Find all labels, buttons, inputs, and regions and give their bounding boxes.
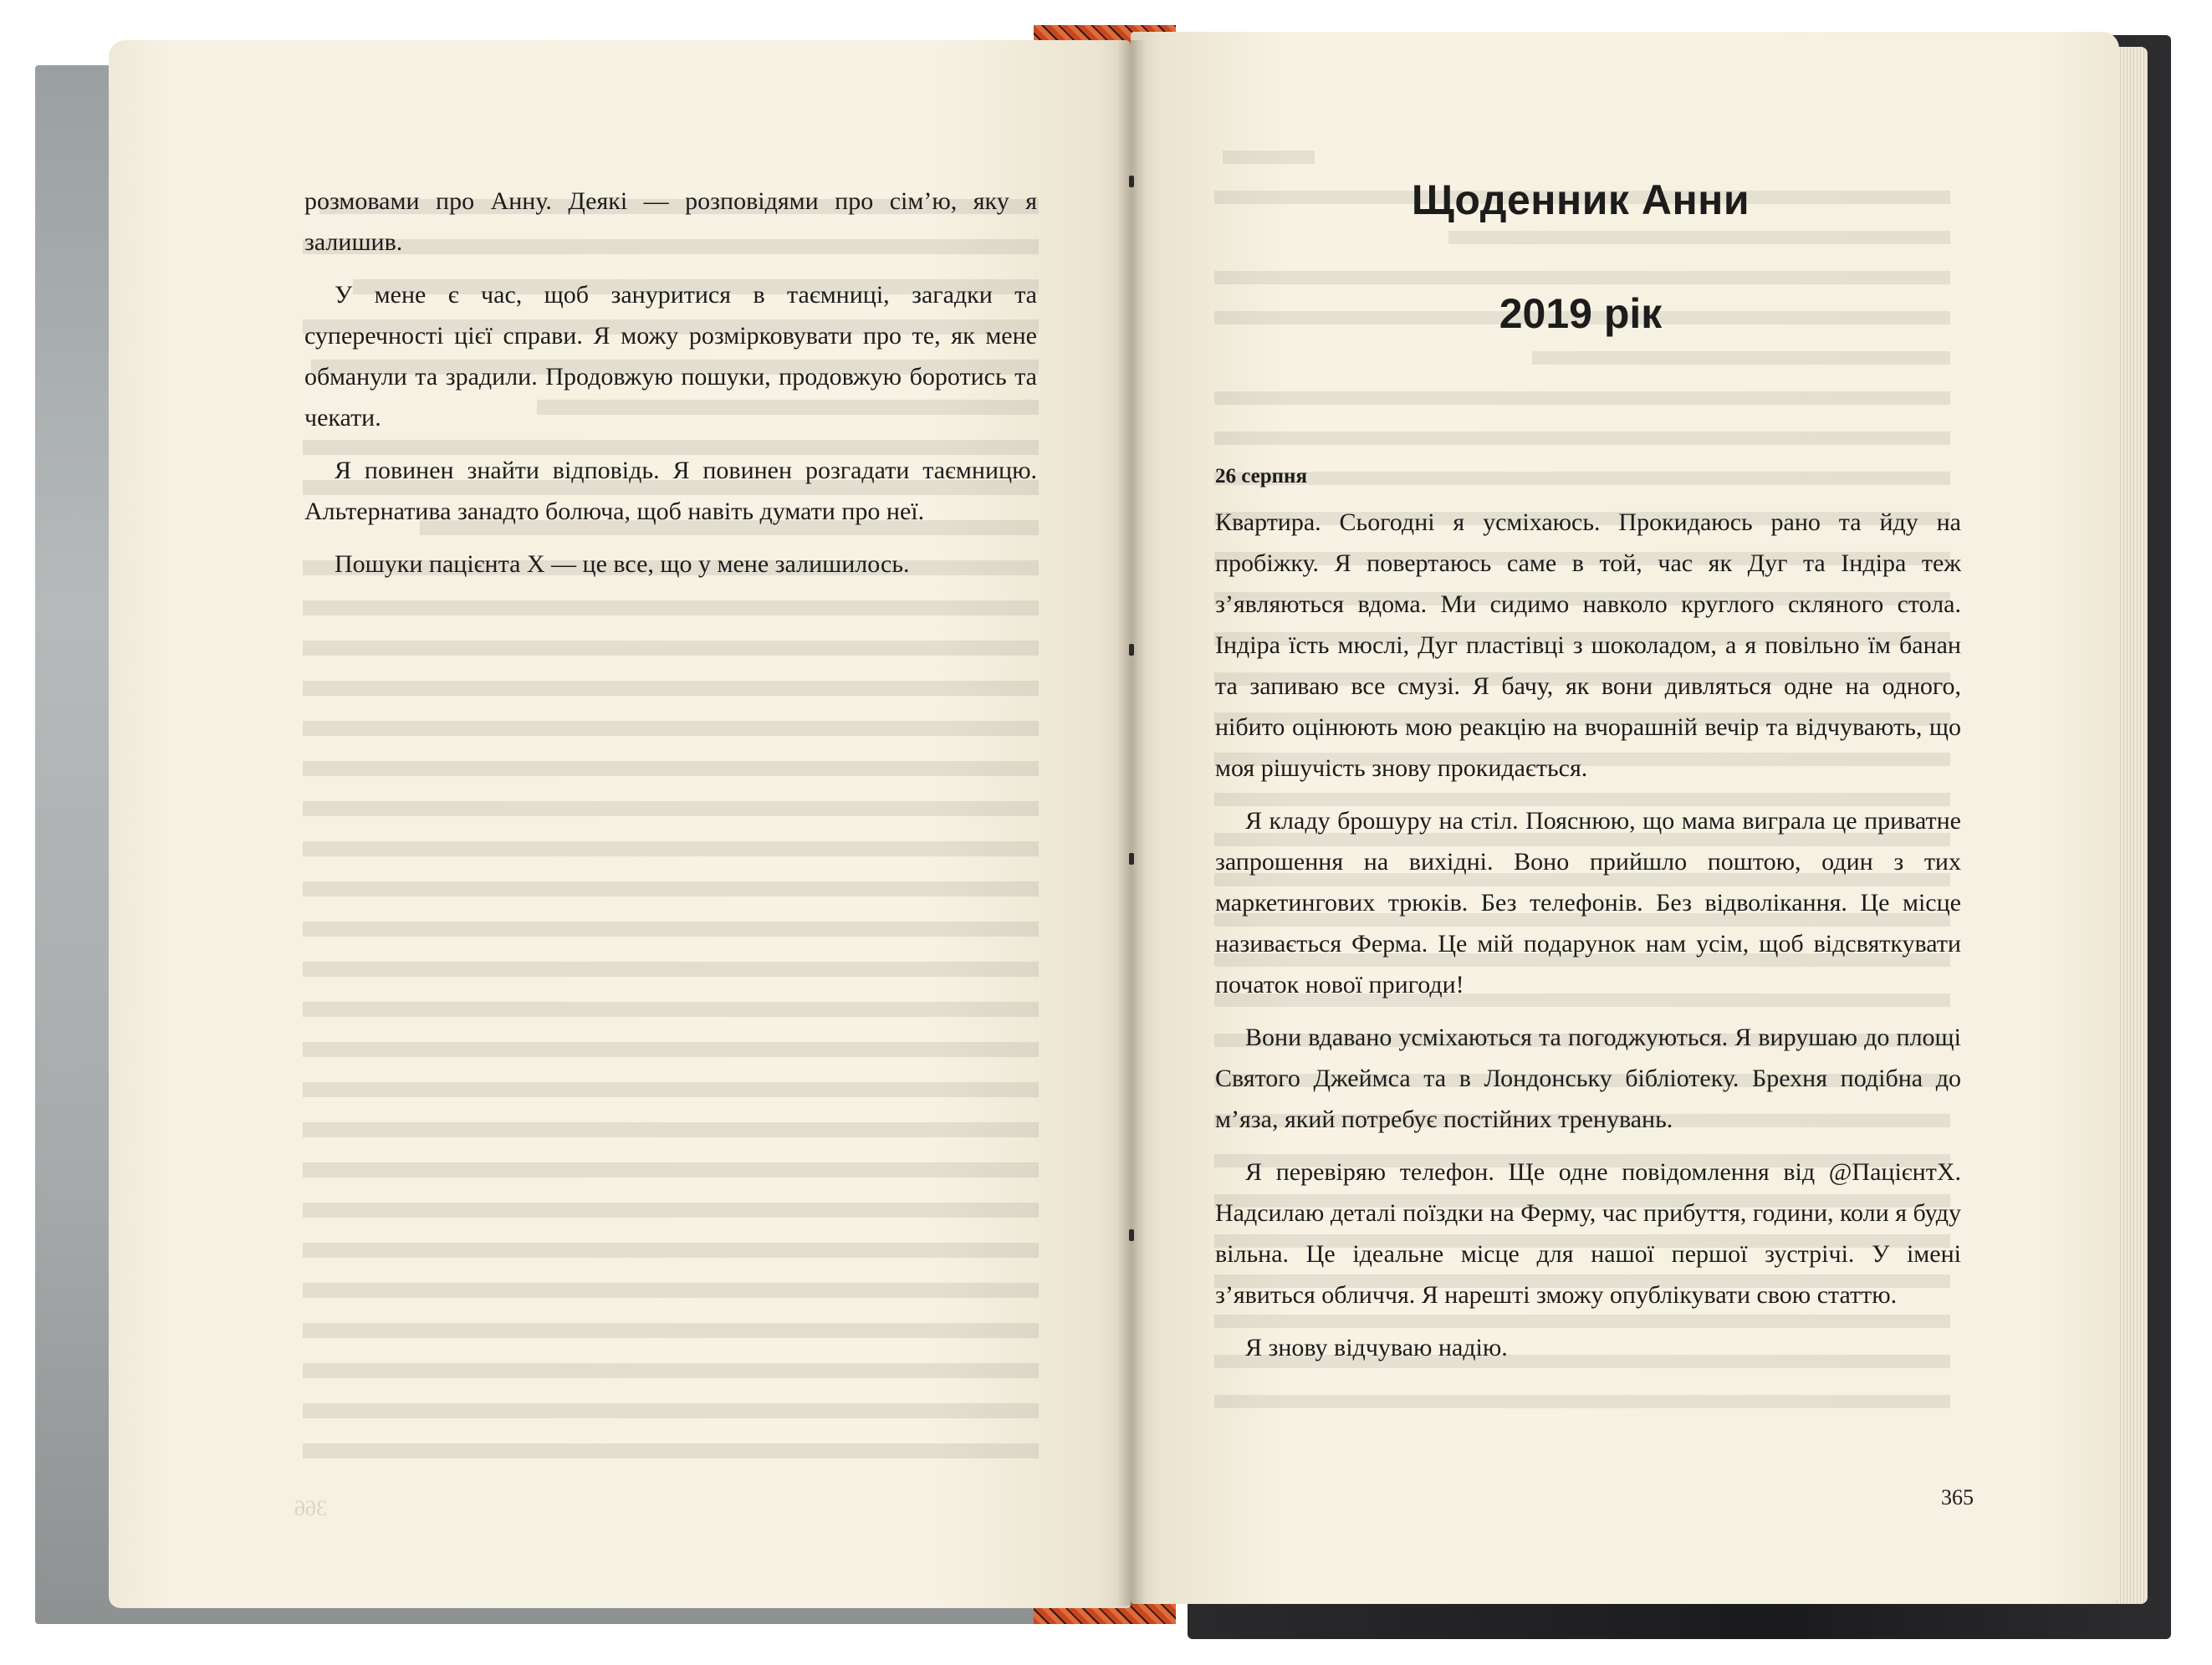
page-number: 365 bbox=[1941, 1485, 1974, 1509]
paragraph: Пошуки пацієнта Х — це все, що у мене залишилось. bbox=[335, 550, 910, 578]
binding-stitch bbox=[1129, 1229, 1134, 1241]
chapter-title: Щоденник Анни bbox=[1411, 176, 1750, 223]
paragraph: Я повинен знайти відповідь. Я повинен розгадати таємницю. Альтернатива занадто болюча, щоб навіть думати про неї. bbox=[304, 457, 1037, 525]
right-page-text bbox=[1215, 502, 1961, 1380]
paragraph: Квартира. Сьогодні я усміхаюсь. Прокидаюсь рано та йду на пробіжку. Я повертаюсь саме в той, час як Дуг та Індіра теж з’являються вдома. Ми сидимо навколо круглого скляного стола. Індіра їсть мюслі, Дуг пластівці з шоколадом, а я повільно їм банан та запиваю все смузі. Я бачу, як вони дивляться одне на одного, нібито оцінюють мою реакцію на вчорашній вечір та відчувають, що моя рішучість знову прокидається. bbox=[1215, 508, 1961, 782]
book-gutter bbox=[1117, 40, 1146, 1606]
paragraph: Я перевіряю телефон. Ще одне повідомлення від @ПацієнтХ. Надсилаю деталі поїздки на Ферму, час прибуття, години, коли я буду вільна. Це ідеальне місце для нашої першої зустрічі. У імені з’явиться обличчя. Я нарешті зможу опублікувати свою статтю. bbox=[1215, 1158, 1961, 1309]
binding-stitch bbox=[1129, 176, 1134, 187]
diary-date: 26 серпня bbox=[1215, 465, 1307, 488]
show-through-page-number: 366 bbox=[294, 1496, 327, 1520]
paragraph: Я знову відчуваю надію. bbox=[1245, 1334, 1508, 1361]
paragraph: Я кладу брошуру на стіл. Пояснюю, що мама виграла це приватне запрошення на вихідні. Воно прийшло поштою, один з тих маркетингових трюків. Без телефонів. Без відволікання. Це місце називається Ферма. Це мій подарунок нам усім, щоб відсвяткувати початок нової пригоди! bbox=[1215, 807, 1961, 998]
binding-stitch bbox=[1129, 853, 1134, 865]
left-page-text bbox=[304, 181, 1037, 596]
paragraph: У мене є час, щоб зануритися в таємниці, загадки та суперечності цієї справи. Я можу розмірковувати про те, як мене обманули та зрадили. Продовжую пошуки, продовжую боротись та чекати. bbox=[304, 281, 1037, 432]
chapter-year: 2019 рік bbox=[1499, 290, 1663, 337]
binding-stitch bbox=[1129, 644, 1134, 656]
paragraph: Вони вдавано усміхаються та погоджуються. Я вирушаю до площі Святого Джеймса та в Лондонську бібліотеку. Брехня подібна до м’яза, який потребує постійних тренувань. bbox=[1215, 1024, 1961, 1133]
paragraph: розмовами про Анну. Деякі — розповідями про сім’ю, яку я залишив. bbox=[304, 187, 1037, 256]
